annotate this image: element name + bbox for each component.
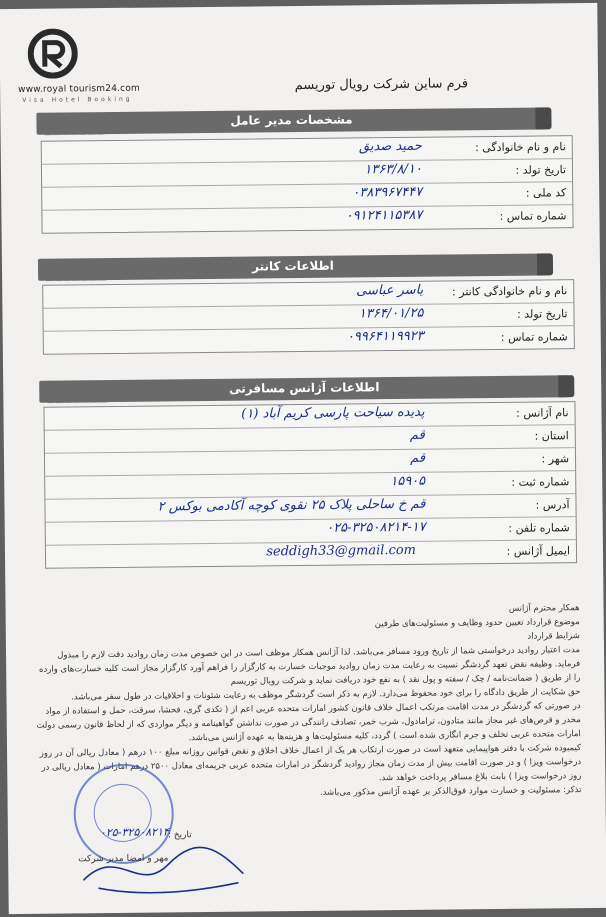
field-value: ۰۹۱۲۴۱۱۵۳۸۷ xyxy=(345,207,423,224)
paragraph: حق شکایت از طریق دادگاه را برای خود محفوظ می‌دارد. لازم به ذکر است گردشگر موظف به رعایت شئونات و اخلاقیات در طول سفر می‌باشد. xyxy=(71,687,581,703)
section-title: اطلاعات کانتر xyxy=(251,258,334,274)
field-label: شماره تماس : xyxy=(499,209,567,223)
section-header-counter xyxy=(38,253,548,280)
field-label: تاریخ تولد : xyxy=(516,307,568,321)
subject: موضوع قرارداد تعیین حدود وظایف و مسئولیت‌های طرفین xyxy=(374,617,580,630)
field-label: شماره تلفن : xyxy=(508,521,570,535)
field-label: شهر : xyxy=(541,452,570,466)
section-title: مشخصات مدیر عامل xyxy=(230,112,353,128)
field-value: seddigh33@gmail.com xyxy=(266,542,417,560)
field-value: قم خ ساحلی پلاک ۲۵ نقوی کوچه آکادمی بوکس ۲ xyxy=(157,496,426,515)
tagline: Visa Hotel Booking xyxy=(22,95,133,104)
field-value: یاسر عباسی xyxy=(356,282,424,299)
field-row xyxy=(44,326,574,354)
bar-cap xyxy=(535,107,551,129)
handwritten-date: ۰۲۵-۳۲۵۰۸۲۱۴ xyxy=(99,825,169,840)
paragraph: تذکر: مسئولیت و خسارت موارد فوق‌الذکر بر عهده آژانس مذکور می‌باشد. xyxy=(319,785,582,798)
field-label: نام آژانس : xyxy=(516,406,569,420)
field-label: ایمیل آژانس : xyxy=(506,544,571,558)
field-value: ۱۳۶۳/۸/۱۰ xyxy=(364,161,423,178)
field-label: تاریخ تولد : xyxy=(515,163,567,177)
bar-cap xyxy=(558,375,574,397)
field-value: ۰۲۵-۳۲۵۰۸۲۱۴-۱۷ xyxy=(326,519,426,536)
field-value: ۰۹۹۶۴۱۱۹۹۲۳ xyxy=(346,328,424,345)
field-label: آدرس : xyxy=(535,498,570,512)
bar-cap xyxy=(537,253,553,275)
field-value: قم xyxy=(410,450,426,466)
manager-box xyxy=(41,135,574,234)
agency-box xyxy=(43,401,577,569)
field-row xyxy=(42,205,572,233)
section-header-manager xyxy=(36,107,546,134)
field-label: شماره تماس : xyxy=(500,330,568,344)
field-value: پدیده سیاحت پارسی کریم آباد (۱) xyxy=(241,404,425,422)
section-title: اطلاعات آژانس مسافرتی xyxy=(229,380,380,396)
document-sheet xyxy=(0,3,606,914)
field-value: ۱۵۹۰۵ xyxy=(390,473,426,490)
counter-box xyxy=(42,279,575,355)
signature-icon xyxy=(78,839,249,901)
paragraph: در صورتی که گردشگر در مدت اقامت مرتکب اعمال خلاف قانون کشور امارات متحده عربی اعم از ( تکدی گری، فحشا، سرقت، حمل و استفاده از مواد مخدر و قرص‌های غیر مجاز مانند متادون، ترامادول، شرب خمر، تصادف رانندگی در صورت نداشتن گواهینامه و دیگر مواردی که از لحاظ قانون رسمی دولت امارات متحده عربی تخلف و جرم انگاری شده است ) گردد، کلیه مسئولیت‌ها و هزینه‌ها به عهده آژانس می‌باشد. xyxy=(36,701,581,744)
paragraph: مدت اعتبار روادید درخواستی شما از تاریخ ورود مسافر می‌باشد. لذا آژانس همکار موظف است در این خصوص مدت زمان روادید دقت لازم را مبذول فرماید. وظیفه نقض تعهد گردشگر نسبت به رعایت مدت زمان روادید موجبات خسارت به کارگزار را فراهم آورد کارگزار مجاز است کلیه خسارت‌های وارده را از طریق ( ضمانت‌نامه / چک / سفته و پول نقد ) به نفع خود دریافت نماید و شرکت رویال توریسم xyxy=(38,645,581,687)
field-label: کد ملی : xyxy=(525,186,567,200)
conditions-title: شرایط قرارداد xyxy=(527,631,580,642)
field-value: ۱۳۶۴/۰۱/۲۵ xyxy=(358,305,424,322)
field-label: نام و نام خانوادگی کانتر : xyxy=(451,284,568,299)
paragraph: کیمبوده شرکت با دفتر هواپیمایی متعهد است در صورت ارتکاب هر یک از اعمال خلاف اخلاق و نقض قوانین روزانه مبلغ ۱۰۰ درهم ( معادل ریالی آن در روز درخواست ویزا ) و در صورت اقامت بیش از مدت زمان مجاز روادید گردشگر در امارات متحده عربی جریمه‌ای معادل ۲۵۰۰ درهم امارات ( معادل ریالی در روز درخواست ویزا ) بابت بلاغ مسافر پرداخت خواهد شد. xyxy=(39,743,582,784)
field-row xyxy=(46,540,576,568)
website-url: www.royal tourism24.com xyxy=(18,83,141,95)
field-value: حمید صدیق xyxy=(358,138,422,155)
field-label: استان : xyxy=(534,429,569,443)
section-header-agency xyxy=(39,375,569,403)
royal-logo-icon xyxy=(27,28,78,79)
field-value: قم xyxy=(409,427,425,443)
field-label: نام و نام خانوادگی : xyxy=(474,140,566,155)
field-value: ۰۳۸۳۹۶۷۴۴۷ xyxy=(352,184,423,201)
signature-label: مهر و امضا مدیر شرکت xyxy=(78,853,169,865)
field-label: شماره ثبت : xyxy=(511,475,570,489)
date-label: تاریخ : xyxy=(167,830,192,841)
greeting: همکار محترم آژانس xyxy=(508,603,580,614)
form-title: فرم ساین شرکت رویال توریسم xyxy=(294,76,469,94)
